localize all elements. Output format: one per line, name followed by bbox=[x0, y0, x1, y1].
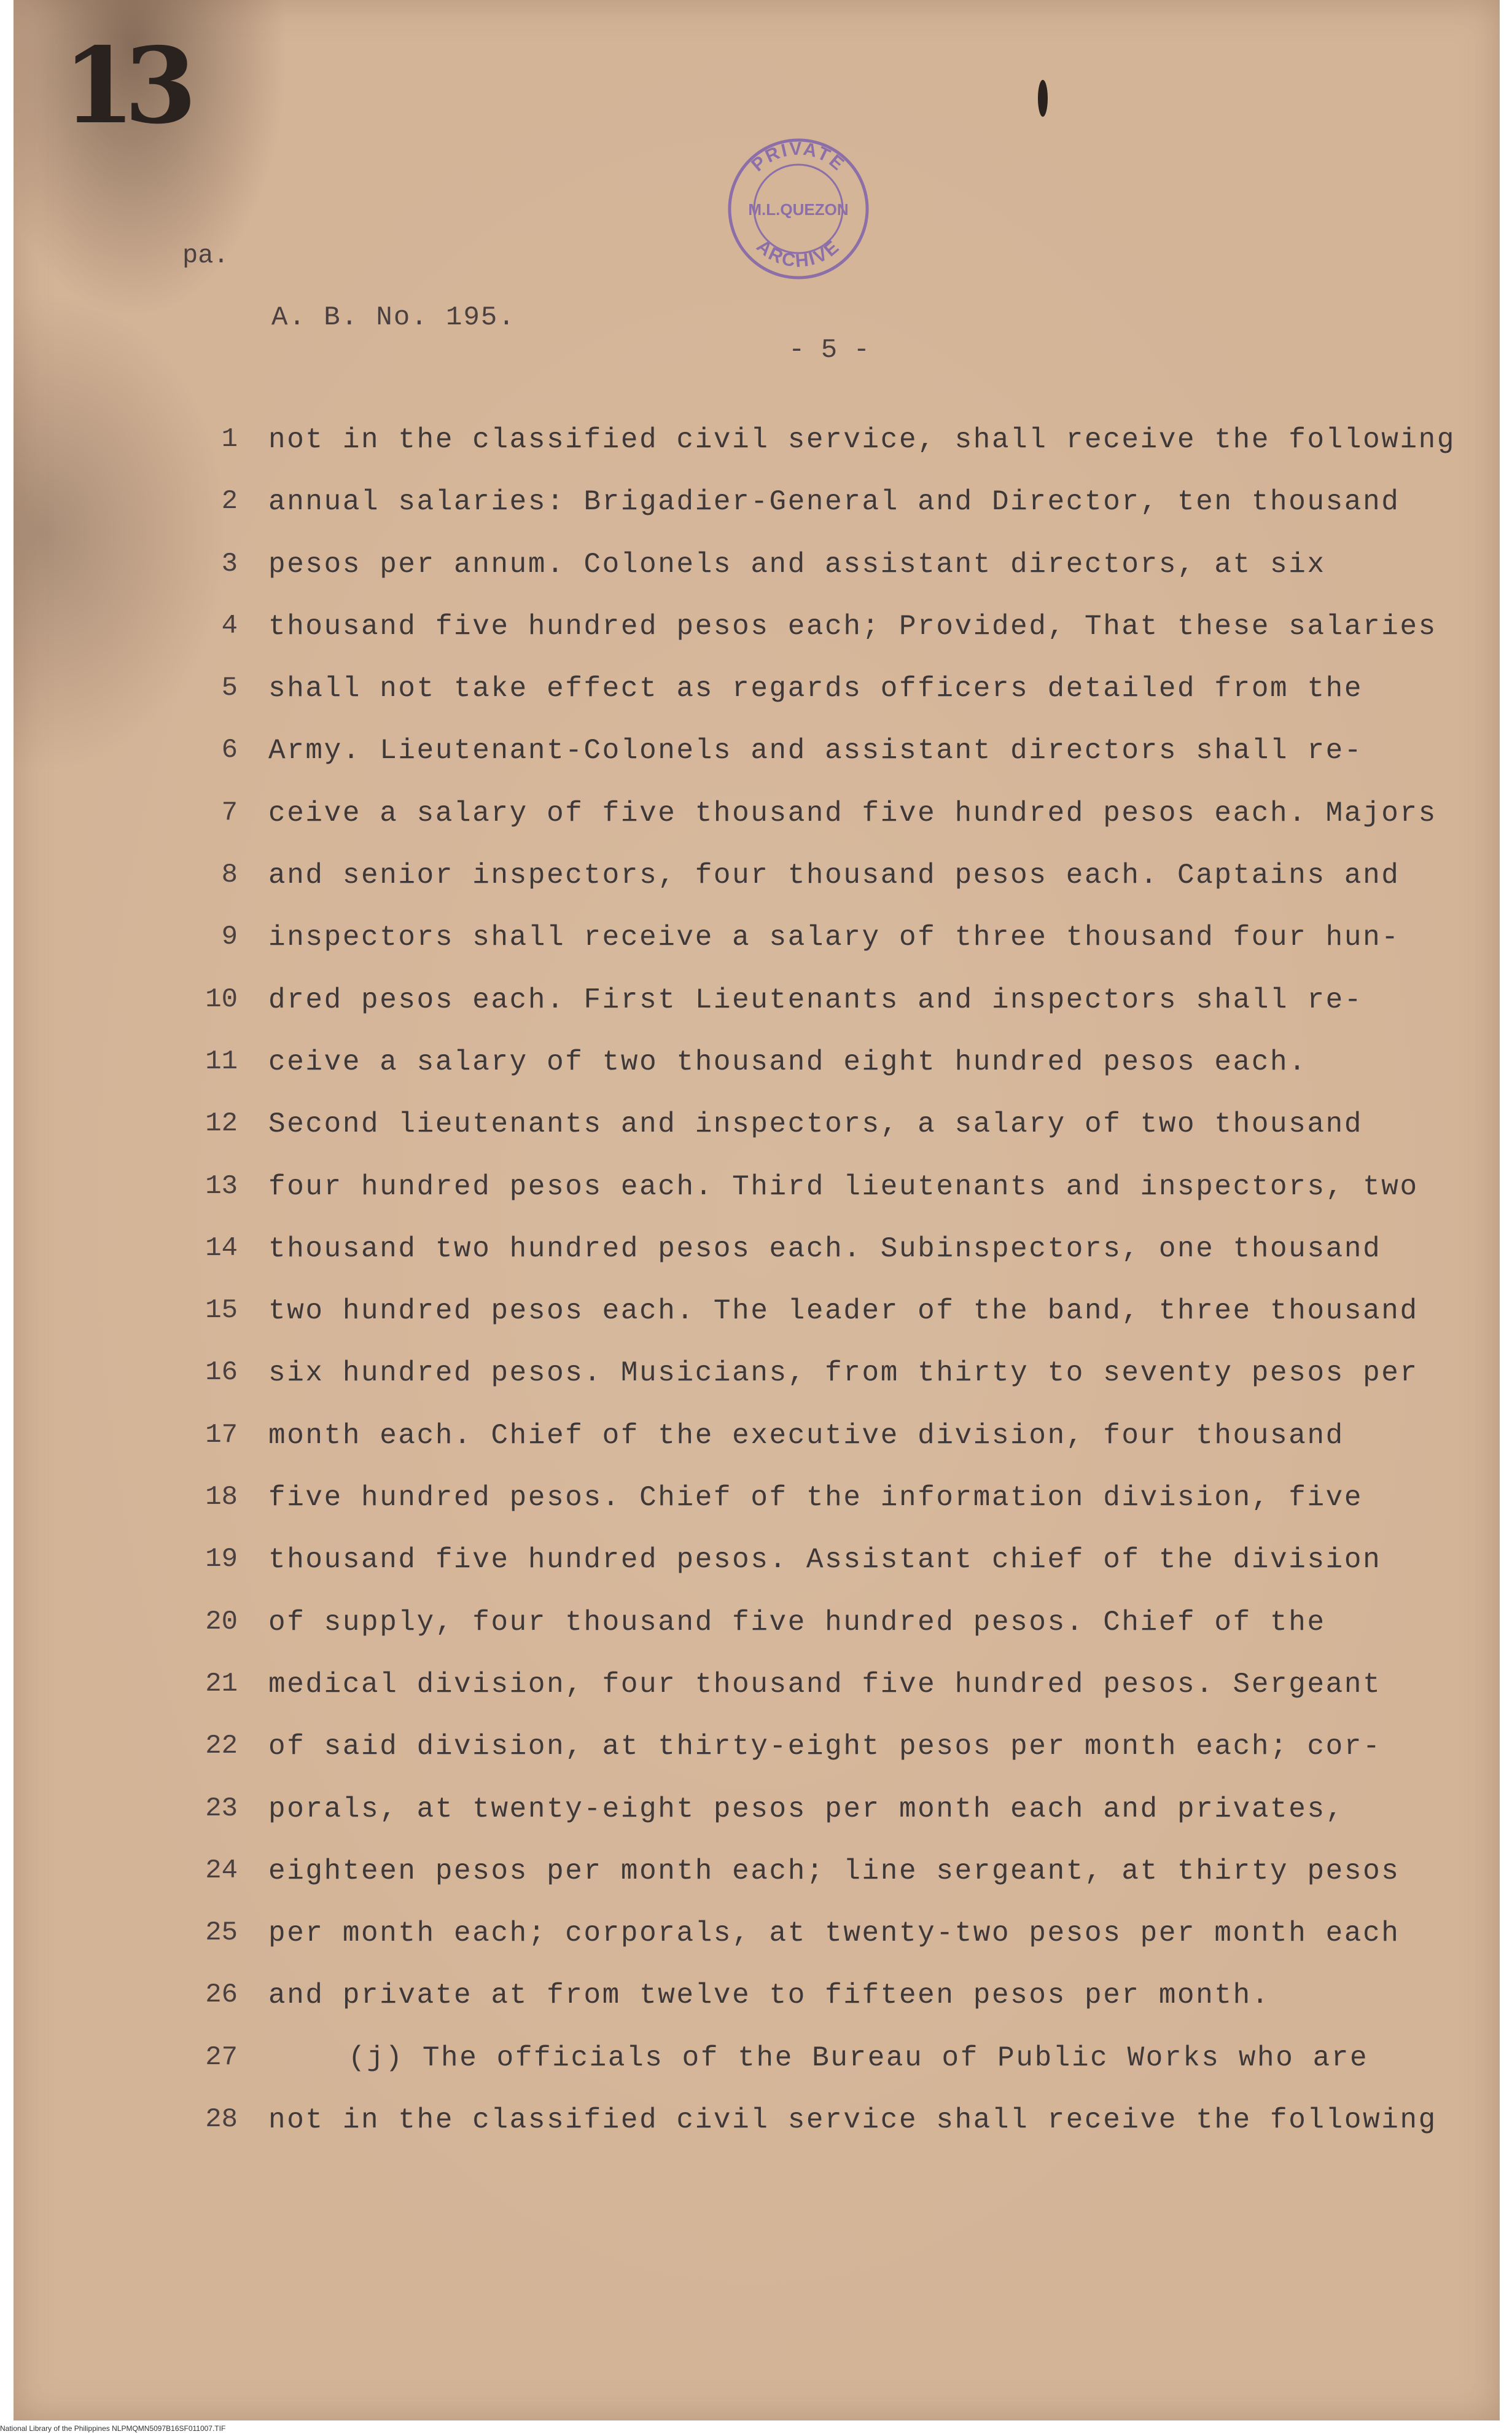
line-number: 18 bbox=[205, 1482, 238, 1513]
text-line bbox=[14, 2042, 1487, 2104]
line-text: and senior inspectors, four thousand pesos each. Captains and bbox=[268, 859, 1400, 892]
line-number: 10 bbox=[205, 984, 238, 1015]
text-line bbox=[14, 1979, 1487, 2041]
line-number: 23 bbox=[205, 1793, 238, 1824]
text-line bbox=[14, 1171, 1487, 1233]
line-text: porals, at twenty-eight pesos per month each and privates, bbox=[268, 1793, 1344, 1825]
line-text: dred pesos each. First Lieutenants and inspectors shall re- bbox=[268, 984, 1363, 1016]
line-number: 7 bbox=[221, 797, 238, 828]
line-text: thousand five hundred pesos. Assistant chief of the division bbox=[268, 1544, 1382, 1576]
archive-stamp bbox=[726, 136, 871, 281]
line-number: 6 bbox=[221, 735, 238, 766]
text-line bbox=[14, 1046, 1487, 1108]
line-number: 28 bbox=[205, 2104, 238, 2135]
text-line bbox=[14, 549, 1487, 611]
text-line bbox=[14, 1731, 1487, 1793]
page-number: - 5 - bbox=[789, 335, 870, 366]
line-number: 16 bbox=[205, 1357, 238, 1388]
line-number: 8 bbox=[221, 859, 238, 891]
line-number: 13 bbox=[205, 1170, 238, 1202]
line-number: 5 bbox=[221, 673, 238, 704]
archive-footer: National Library of the Philippines NLPMQMN5097B16SF011007.TIF bbox=[0, 2424, 226, 2433]
text-line bbox=[14, 486, 1487, 548]
line-text: shall not take effect as regards officers detailed from the bbox=[268, 673, 1363, 705]
text-line bbox=[14, 1420, 1487, 1482]
line-text: of supply, four thousand five hundred pesos. Chief of the bbox=[268, 1606, 1326, 1638]
line-text: (j) The officials of the Bureau of Public Works who are bbox=[348, 2041, 1369, 2074]
text-line bbox=[14, 922, 1487, 984]
text-line bbox=[14, 1793, 1487, 1855]
text-line bbox=[14, 1295, 1487, 1357]
line-text: pesos per annum. Colonels and assistant directors, at six bbox=[268, 548, 1326, 581]
text-line bbox=[14, 611, 1487, 673]
line-text: two hundred pesos each. The leader of the band, three thousand bbox=[268, 1295, 1419, 1328]
line-number: 2 bbox=[221, 486, 238, 517]
line-number: 14 bbox=[205, 1232, 238, 1264]
text-line bbox=[14, 1669, 1487, 1731]
line-number: 12 bbox=[205, 1108, 238, 1140]
line-text: Second lieutenants and inspectors, a salary of two thousand bbox=[268, 1108, 1363, 1141]
line-number: 26 bbox=[205, 1979, 238, 2011]
svg-text:ARCHIVE bbox=[753, 236, 844, 272]
typist-initials: pa. bbox=[182, 241, 229, 270]
line-text: not in the classified civil service shall receive the following bbox=[268, 2104, 1437, 2137]
text-line bbox=[14, 859, 1487, 922]
line-text: ceive a salary of five thousand five hundred pesos each. Majors bbox=[268, 797, 1437, 829]
bill-number: A. B. No. 195. bbox=[271, 302, 516, 333]
line-number: 24 bbox=[205, 1855, 238, 1886]
line-number: 22 bbox=[205, 1731, 238, 1762]
line-number: 3 bbox=[221, 548, 238, 579]
line-text: and private at from twelve to fifteen pesos per month. bbox=[268, 1979, 1271, 2012]
text-line bbox=[14, 1917, 1487, 1979]
line-text: month each. Chief of the executive division, four thousand bbox=[268, 1419, 1344, 1452]
text-line bbox=[14, 1108, 1487, 1170]
line-text: inspectors shall receive a salary of three thousand four hun- bbox=[268, 922, 1400, 954]
line-text: five hundred pesos. Chief of the information division, five bbox=[268, 1482, 1363, 1514]
handwritten-folio-mark: 13 bbox=[63, 25, 186, 147]
text-line bbox=[14, 1357, 1487, 1419]
line-number: 11 bbox=[205, 1046, 238, 1077]
line-number: 19 bbox=[205, 1544, 238, 1575]
text-line bbox=[14, 1544, 1487, 1606]
text-line bbox=[14, 984, 1487, 1046]
line-text: Army. Lieutenant-Colonels and assistant directors shall re- bbox=[268, 735, 1363, 767]
line-text: annual salaries: Brigadier-General and Director, ten thousand bbox=[268, 486, 1400, 518]
document-page bbox=[14, 0, 1500, 2420]
line-text: ceive a salary of two thousand eight hundred pesos each. bbox=[268, 1046, 1307, 1078]
numbered-text-lines bbox=[14, 424, 1487, 2166]
stamp-center-text: M.L.QUEZON bbox=[748, 200, 849, 219]
line-text: medical division, four thousand five hundred pesos. Sergeant bbox=[268, 1668, 1382, 1700]
line-text: four hundred pesos each. Third lieutenants and inspectors, two bbox=[268, 1170, 1419, 1203]
line-text: eighteen pesos per month each; line sergeant, at thirty pesos bbox=[268, 1855, 1400, 1887]
line-number: 27 bbox=[205, 2041, 238, 2073]
line-text: of said division, at thirty-eight pesos per month each; cor- bbox=[268, 1731, 1382, 1763]
text-line bbox=[14, 1482, 1487, 1544]
text-line bbox=[14, 1855, 1487, 1917]
line-number: 25 bbox=[205, 1917, 238, 1949]
stamp-bottom-text: ARCHIVE bbox=[752, 236, 844, 272]
line-number: 4 bbox=[221, 610, 238, 641]
line-text: thousand five hundred pesos each; Provided, That these salaries bbox=[268, 610, 1437, 643]
line-text: per month each; corporals, at twenty-two pesos per month each bbox=[268, 1917, 1400, 1950]
svg-text:PRIVATE bbox=[748, 139, 849, 176]
line-text: six hundred pesos. Musicians, from thirty to seventy pesos per bbox=[268, 1357, 1419, 1390]
line-text: not in the classified civil service, shall receive the following bbox=[268, 424, 1456, 456]
line-number: 17 bbox=[205, 1419, 238, 1450]
text-line bbox=[14, 735, 1487, 797]
line-number: 1 bbox=[221, 424, 238, 455]
line-text: thousand two hundred pesos each. Subinspectors, one thousand bbox=[268, 1232, 1382, 1265]
line-number: 15 bbox=[205, 1295, 238, 1326]
text-line bbox=[14, 2104, 1487, 2166]
line-number: 9 bbox=[221, 922, 238, 953]
text-line bbox=[14, 1606, 1487, 1669]
stamp-top-text: PRIVATE bbox=[747, 138, 849, 176]
text-line bbox=[14, 797, 1487, 859]
line-number: 20 bbox=[205, 1606, 238, 1637]
text-line bbox=[14, 1233, 1487, 1295]
text-line bbox=[14, 424, 1487, 486]
text-line bbox=[14, 673, 1487, 735]
line-number: 21 bbox=[205, 1668, 238, 1699]
ink-blot bbox=[1038, 80, 1048, 117]
